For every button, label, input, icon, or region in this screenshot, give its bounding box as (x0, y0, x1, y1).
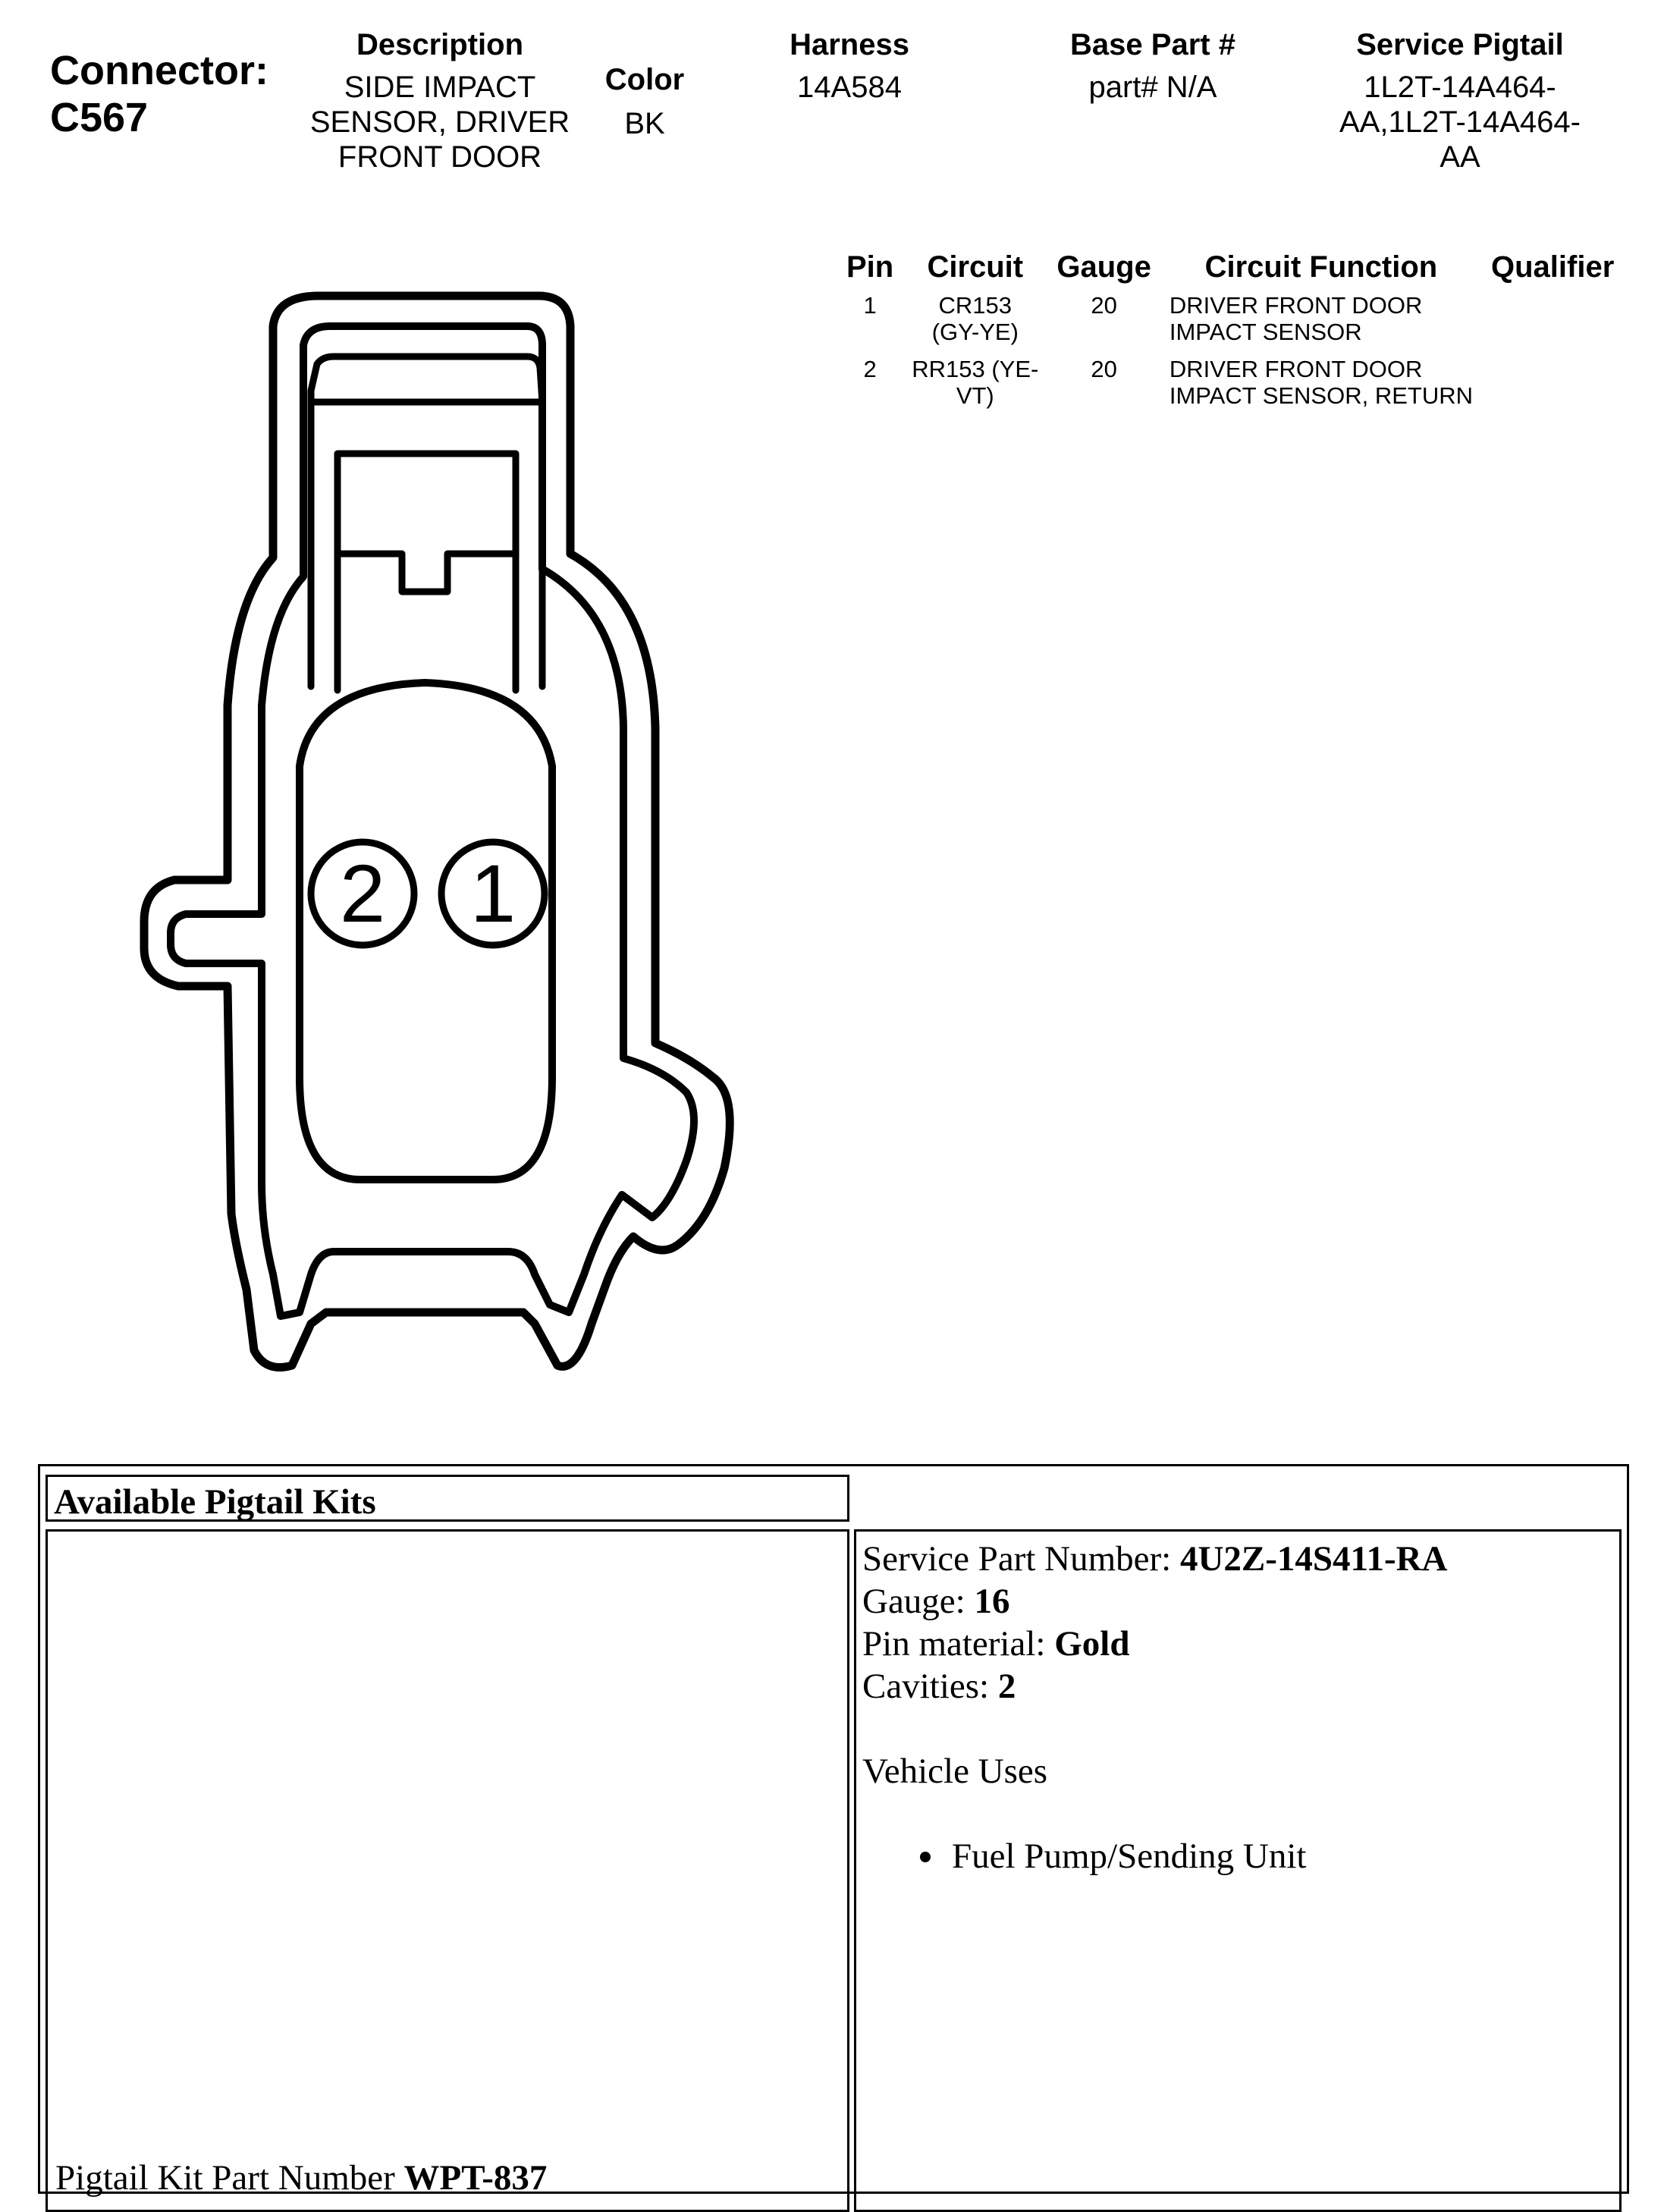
gauge-row (862, 1580, 1448, 1623)
pigtail-info (858, 1538, 1448, 1877)
function-line: IMPACT SENSOR, RETURN (1169, 382, 1473, 409)
description-column (288, 27, 592, 174)
connector-title-label: Connector: (50, 48, 268, 93)
connector-id: C567 (50, 95, 149, 140)
cavities-row (862, 1665, 1448, 1708)
description-line: SIDE IMPACT (344, 71, 536, 104)
pin-material-row (862, 1623, 1448, 1665)
harness-value: 14A584 (797, 71, 902, 104)
function-line: DRIVER FRONT DOOR (1169, 356, 1423, 382)
pigtail-info-cell (854, 1529, 1622, 2212)
pin-table-header-row (836, 250, 1625, 289)
list-item (862, 1835, 1448, 1877)
service-pigtail-line: AA (1440, 140, 1480, 174)
function-line: IMPACT SENSOR (1169, 319, 1362, 345)
service-part-value: 4U2Z-14S411-RA (1179, 1539, 1448, 1579)
pigtail-image-cell (46, 1529, 849, 2212)
cavities-label: Cavities: (862, 1667, 998, 1706)
pin-cell: 1 (863, 292, 877, 319)
base-part-header: Base Part # (1070, 28, 1235, 61)
vehicle-use: Fuel Pump/Sending Unit (952, 1837, 1307, 1876)
qualifier-cell (1480, 289, 1625, 353)
service-part-label: Service Part Number: (862, 1539, 1180, 1579)
gauge-label: Gauge: (862, 1582, 975, 1621)
table-row (836, 289, 1625, 353)
circuit-line: CR153 (938, 292, 1013, 319)
gauge-cell: 20 (1091, 292, 1117, 319)
color-header: Color (604, 63, 685, 96)
pin-material-label: Pin material: (862, 1624, 1055, 1664)
circuit-function-header: Circuit Function (1204, 250, 1438, 284)
kit-part-label: Pigtail Kit Part Number (55, 2158, 404, 2198)
vehicle-uses-label: Vehicle Uses (862, 1752, 1048, 1791)
connector-inner-outline (171, 326, 694, 1316)
circuit-function-cell (1162, 289, 1480, 353)
base-part-column (1039, 27, 1267, 105)
service-part-number (862, 1538, 1448, 1580)
base-part-value: part# N/A (1088, 71, 1217, 104)
harness-header: Harness (790, 28, 909, 61)
table-row (836, 353, 1625, 416)
pin-header: Pin (846, 250, 894, 284)
circuit-cell (904, 353, 1046, 416)
circuit-line: RR153 (YE- (912, 356, 1039, 382)
bullet-icon (920, 1852, 931, 1862)
qualifier-cell (1480, 353, 1625, 416)
description-header: Description (356, 28, 524, 61)
qualifier-header: Qualifier (1491, 250, 1615, 284)
service-pigtail-line: AA,1L2T-14A464- (1339, 105, 1581, 139)
circuit-function-cell (1162, 353, 1480, 416)
pin-material-value: Gold (1054, 1624, 1130, 1664)
service-pigtail-line: 1L2T-14A464- (1364, 71, 1556, 104)
pigtail-kits-header: Available Pigtail Kits (54, 1482, 376, 1522)
gauge-cell: 20 (1091, 356, 1117, 382)
cavities-value: 2 (997, 1667, 1016, 1706)
circuit-line: VT) (956, 382, 994, 409)
connector-title (50, 47, 268, 141)
pigtail-kit-part-number (51, 2157, 547, 2199)
pin-cell: 2 (863, 356, 877, 382)
latch-top (311, 357, 542, 402)
function-line: DRIVER FRONT DOOR (1169, 292, 1423, 319)
color-column (584, 62, 705, 141)
color-value: BK (624, 107, 665, 140)
service-pigtail-header: Service Pigtail (1356, 28, 1564, 61)
connector-face-diagram (114, 288, 758, 1396)
gauge-value: 16 (974, 1582, 1010, 1621)
cavity-2-label: 2 (339, 847, 386, 939)
service-pigtail-column (1305, 27, 1615, 174)
description-line: FRONT DOOR (338, 140, 542, 174)
kit-part-value: WPT-837 (403, 2158, 548, 2198)
pin-table (836, 250, 1625, 416)
harness-column (743, 27, 956, 105)
circuit-cell (904, 289, 1046, 353)
description-line: SENSOR, DRIVER (309, 105, 570, 139)
pigtail-empty-header-cell (854, 1475, 1622, 1522)
circuit-line: (GY-YE) (931, 319, 1019, 345)
latch-frame (338, 454, 516, 690)
circuit-header: Circuit (927, 250, 1024, 284)
cavity-1-label: 1 (469, 847, 516, 939)
latch-tab (338, 554, 516, 592)
gauge-header: Gauge (1056, 250, 1151, 284)
pigtail-kits-header-cell (46, 1475, 849, 1522)
